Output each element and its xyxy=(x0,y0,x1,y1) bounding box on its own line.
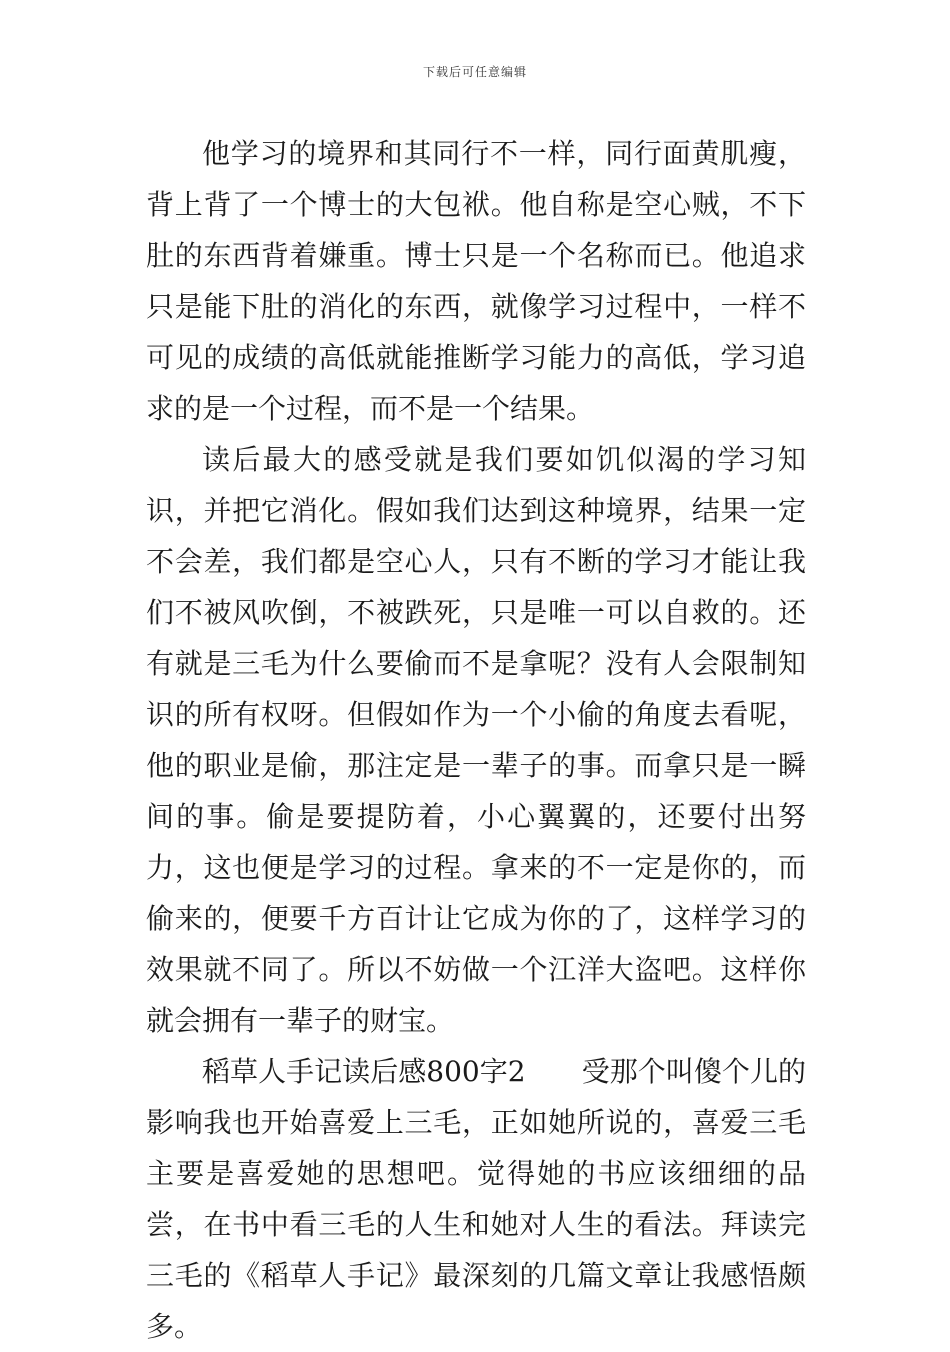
paragraph-3: 稻草人手记读后感800字2 受那个叫傻个儿的影响我也开始喜爱上三毛，正如她所说的，喜爱三毛主要是喜爱她的思想吧。觉得她的书应该细细的品尝，在书中看三毛的人生和她对人生的看法。拜读完三毛的《稻草人手记》最深刻的几篇文章让我感悟颇多。 xyxy=(146,1055,806,1343)
page-header: 下载后可任意编辑 xyxy=(422,65,527,79)
document-body xyxy=(146,128,806,1352)
paragraph-1: 他学习的境界和其同行不一样，同行面黄肌瘦，背上背了一个博士的大包袱。他自称是空心贼，不下肚的东西背着嫌重。博士只是一个名称而已。他追求只是能下肚的消化的东西，就像学习过程中，一样不可见的成绩的高低就能推断学习能力的高低，学习追求的是一个过程，而不是一个结果。 xyxy=(146,137,806,425)
paragraph-2: 读后最大的感受就是我们要如饥似渴的学习知识，并把它消化。假如我们达到这种境界，结果一定不会差，我们都是空心人，只有不断的学习才能让我们不被风吹倒，不被跌死，只是唯一可以自救的。还有就是三毛为什么要偷而不是拿呢？没有人会限制知识的所有权呀。但假如作为一个小偷的角度去看呢，他的职业是偷，那注定是一辈子的事。而拿只是一瞬间的事。偷是要提防着，小心翼翼的，还要付出努力，这也便是学习的过程。拿来的不一定是你的，而偷来的，便要千方百计让它成为你的了，这样学习的效果就不同了。所以不妨做一个江洋大盗吧。这样你就会拥有一辈子的财宝。 xyxy=(146,443,806,1037)
